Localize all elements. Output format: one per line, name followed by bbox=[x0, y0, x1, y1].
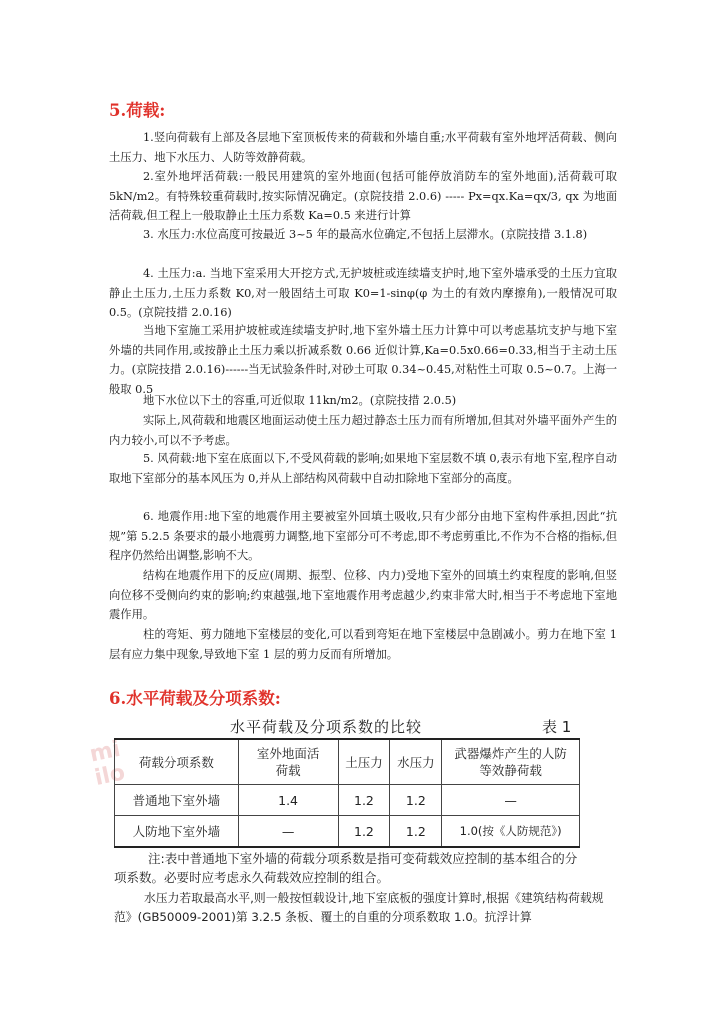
table-header-cell: 土压力 bbox=[338, 739, 390, 785]
table-number: 表 1 bbox=[542, 718, 572, 736]
table-cell: — bbox=[442, 785, 580, 816]
paragraph-9: 6. 地震作用:地下室的地震作用主要被室外回填土吸收,只有少部分由地下室构件承担,因此“抗规”第 5.2.5 条要求的最小地震剪力调整,地下室部分可不考虑,即不考虑剪重比,不作为不合格的指标,但程序仍然给出调整,影响不大。 bbox=[109, 510, 617, 563]
table-cell: 1.0(按《人防规范》) bbox=[442, 816, 580, 848]
table-cell: 人防地下室外墙 bbox=[115, 816, 239, 848]
table-cell: 1.2 bbox=[390, 785, 442, 816]
table-cell: — bbox=[238, 816, 338, 848]
table-note: 注:表中普通地下室外墙的荷载分项系数是指可变荷载效应控制的基本组合的分项系数。必要时应考虑永久荷载效应控制的组合。 bbox=[114, 851, 578, 885]
paragraph-6: 地下水位以下土的容重,可近似取 11kn/m2。(京院技措 2.0.5) bbox=[143, 394, 457, 407]
section-5-title: 5.荷载: bbox=[109, 101, 166, 120]
table-row bbox=[115, 785, 580, 816]
paragraph-3: 3. 水压力:水位高度可按最近 3~5 年的最高水位确定,不包括上层滞水。(京院技措 3.1.8) bbox=[143, 228, 588, 241]
paragraph-11: 柱的弯矩、剪力随地下室楼层的变化,可以看到弯矩在地下室楼层中急剧减小。剪力在地下室 1 层有应力集中现象,导致地下室 1 层的剪力反而有所增加。 bbox=[109, 628, 617, 661]
paragraph-1: 1.竖向荷载有上部及各层地下室顶板传来的荷载和外墙自重;水平荷载有室外地坪活荷载、侧向土压力、地下水压力、人防等效静荷载。 bbox=[109, 131, 617, 164]
table-cell: 1.2 bbox=[338, 785, 390, 816]
paragraph-10: 结构在地震作用下的反应(周期、振型、位移、内力)受地下室外的回填土约束程度的影响,但竖向位移不受侧向约束的影响;约束越强,地下室地震作用考虑越少,约束非常大时,相当于不考虑地下室地震作用。 bbox=[109, 569, 617, 622]
table-header-cell: 水压力 bbox=[390, 739, 442, 785]
table-header-cell: 武器爆炸产生的人防等效静荷载 bbox=[442, 739, 580, 785]
paragraph-8: 5. 风荷载:地下室在底面以下,不受风荷载的影响;如果地下室层数不填 0,表示有地下室,程序自动取地下室部分的基本风压为 0,并从上部结构风荷载中自动扣除地下室部分的高度。 bbox=[109, 452, 617, 485]
table-cell: 普通地下室外墙 bbox=[115, 785, 239, 816]
load-factor-table bbox=[114, 738, 580, 848]
paragraph-5: 当地下室施工采用护坡桩或连续墙支护时,地下室外墙土压力计算中可以考虑基坑支护与地下室外墙的共同作用,或按静止土压力乘以折减系数 0.66 近似计算,Ka=0.5x0.66=0.33,相当于主动土压力。(京院技措 2.0.16)------当无试验条件时,对砂土可取 0.34~0.45,对粘性土可取 0.5~0.7。上海一般取 0.5 bbox=[109, 324, 617, 396]
table-cell: 1.2 bbox=[390, 816, 442, 848]
table-header-cell: 室外地面活荷载 bbox=[238, 739, 338, 785]
table-cell: 1.4 bbox=[238, 785, 338, 816]
paragraph-4: 4. 土压力:a. 当地下室采用大开挖方式,无护坡桩或连续墙支护时,地下室外墙承受的土压力宜取静止土压力,土压力系数 K0,对一般固结土可取 K0=1-sinφ(φ 为土的有效内摩擦角),一般情况可取 0.5。(京院技措 2.0.16) bbox=[109, 267, 617, 320]
table-title: 水平荷载及分项系数的比较 bbox=[230, 718, 423, 736]
table-row bbox=[115, 816, 580, 848]
paragraph-last: 水压力若取最高水平,则一般按恒载设计,地下室底板的强度计算时,根据《建筑结构荷载规范》(GB50009-2001)第 3.2.5 条板、覆土的自重的分项系数取 1.0。抗浮计算 bbox=[114, 891, 604, 924]
table-header-row bbox=[115, 739, 580, 785]
section-6-title: 6.水平荷载及分项系数: bbox=[109, 689, 281, 708]
table-header-cell: 荷载分项系数 bbox=[115, 739, 239, 785]
paragraph-2: 2.室外地坪活荷载:一般民用建筑的室外地面(包括可能停放消防车的室外地面),活荷载可取 5kN/m2。有特殊较重荷载时,按实际情况确定。(京院技措 2.0.6) ----- Px=qx.Ka=qx/3, qx 为地面活荷载,但工程上一般取静止土压力系数 Ka=0.5 来进行计算 bbox=[109, 170, 617, 223]
table-cell: 1.2 bbox=[338, 816, 390, 848]
watermark: mi ilo bbox=[87, 736, 128, 791]
paragraph-7: 实际上,风荷载和地震区地面运动使土压力超过静态土压力而有所增加,但其对外墙平面外产生的内力较小,可以不予考虑。 bbox=[109, 414, 617, 447]
